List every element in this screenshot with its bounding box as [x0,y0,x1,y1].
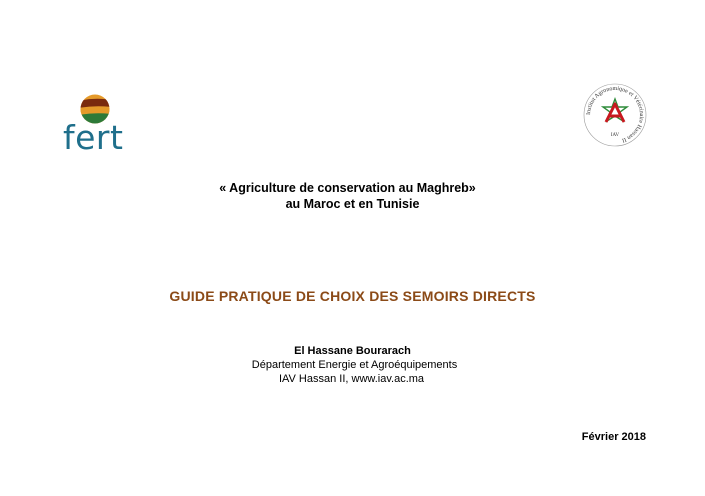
project-line-2: au Maroc et en Tunisie [285,197,420,211]
document-title: GUIDE PRATIQUE DE CHOIX DES SEMOIRS DIRECTS [169,288,536,304]
iav-seal-inner-label: IAV [610,133,620,138]
publication-date: Février 2018 [581,431,646,443]
fert-logo [63,94,133,160]
iav-seal-icon [582,82,648,148]
iav-seal-logo [582,82,648,148]
fert-wordmark: fert [63,118,124,157]
author-institution: IAV Hassan II, www.iav.ac.ma [278,373,425,385]
author-name: El Hassane Bourarach [294,345,411,357]
svg-text:Institut Agronomique et Vétéri: Institut Agronomique et Vétérinaire Hassan II [585,85,645,143]
author-department: Département Energie et Agroéquipements [251,359,458,371]
project-line-1: « Agriculture de conservation au Maghreb» [219,181,476,195]
